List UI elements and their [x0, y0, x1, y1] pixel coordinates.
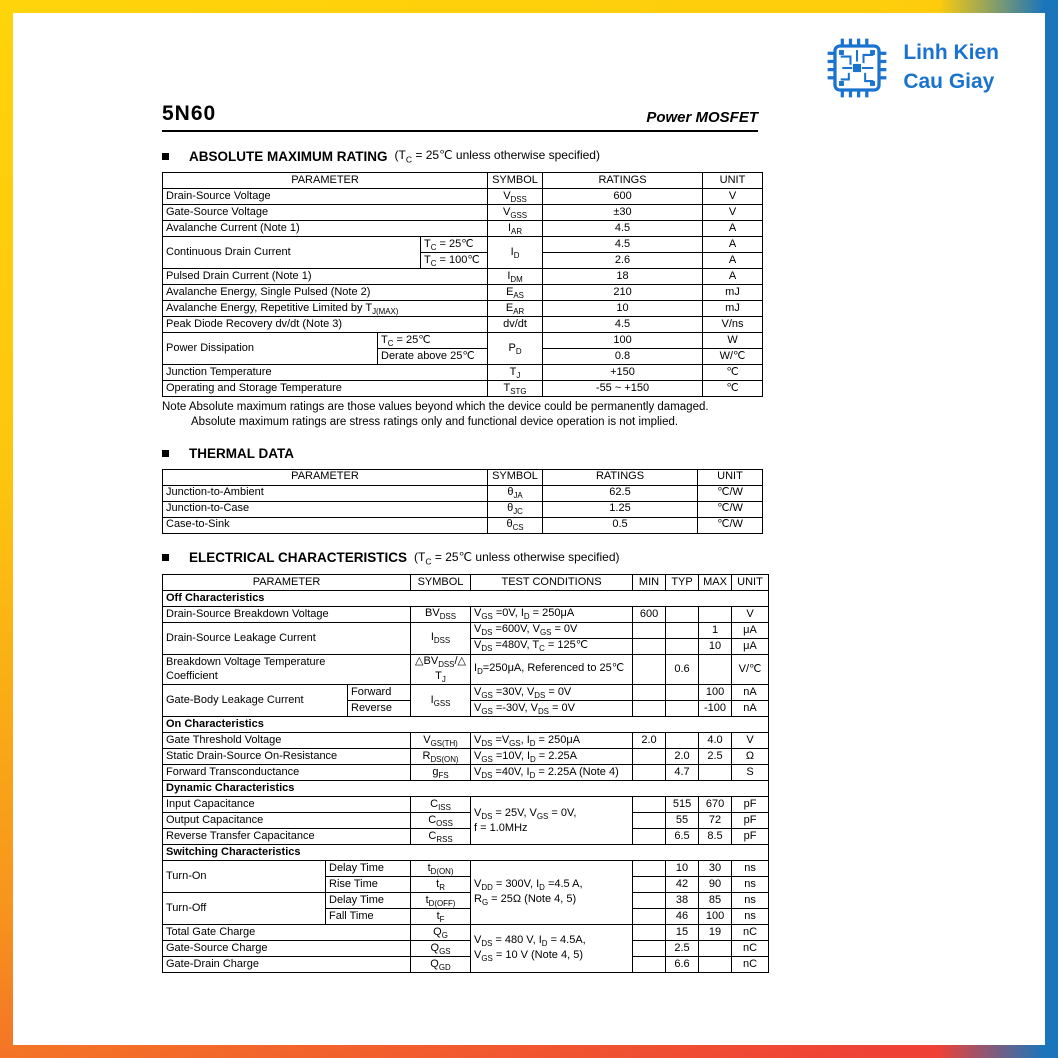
- table-cell: 6.5: [666, 829, 699, 845]
- table-cell: 0.8: [543, 349, 703, 365]
- table-cell: $t_{D(ON)}$: [411, 861, 471, 877]
- table-cell: -100: [699, 701, 732, 717]
- table-cell: PARAMETER: [163, 469, 488, 485]
- table-cell: ℃/W: [698, 501, 763, 517]
- table-cell: Continuous Drain Current: [163, 237, 421, 269]
- table-cell: mJ: [703, 301, 763, 317]
- table-cell: [633, 638, 666, 654]
- table-cell: [633, 685, 666, 701]
- section-heading-ec: [162, 550, 768, 566]
- table-cell: Drain-Source Voltage: [163, 189, 488, 205]
- section-row: On Characteristics: [163, 717, 769, 733]
- table-cell: Reverse: [348, 701, 411, 717]
- section-row: Switching Characteristics: [163, 845, 769, 861]
- table-cell: [633, 925, 666, 941]
- table-row: [163, 189, 763, 205]
- table-cell: MAX: [699, 574, 732, 590]
- table-row: [163, 285, 763, 301]
- table-cell: [633, 797, 666, 813]
- table-row: [163, 365, 763, 381]
- table-row: [163, 749, 769, 765]
- table-cell: $I_{GSS}$: [411, 685, 471, 717]
- table-cell: $\theta_{CS}$: [488, 517, 543, 533]
- table-cell: ns: [732, 861, 769, 877]
- table-cell: W: [703, 333, 763, 349]
- table-cell: $t_{D(OFF)}$: [411, 893, 471, 909]
- table-cell: Ω: [732, 749, 769, 765]
- table-cell: $I_D=250\mu A$, Referenced to 25℃: [471, 654, 633, 684]
- table-cell: $Q_G$: [411, 925, 471, 941]
- table-cell: $T_C$ = 25℃: [378, 333, 488, 349]
- table-cell: [633, 765, 666, 781]
- table-row: [163, 333, 763, 349]
- section-bullet-icon: [162, 153, 169, 160]
- section-heading-amr: [162, 148, 768, 164]
- logo-text: [903, 39, 999, 97]
- table-cell: nC: [732, 957, 769, 973]
- table-cell: RATINGS: [543, 173, 703, 189]
- table-row: [163, 925, 769, 941]
- table-row: [163, 893, 769, 909]
- table-cell: ℃/W: [698, 485, 763, 501]
- table-cell: -55 ~ +150: [543, 381, 703, 397]
- table-cell: 30: [699, 861, 732, 877]
- table-cell: Breakdown Voltage Temperature Coefficient: [163, 654, 411, 684]
- table-cell: $P_D$: [488, 333, 543, 365]
- table-cell: Output Capacitance: [163, 813, 411, 829]
- table-cell: Derate above 25℃: [378, 349, 488, 365]
- table-cell: [633, 622, 666, 638]
- table-cell: $C_{ISS}$: [411, 797, 471, 813]
- table-cell: $V_{GS} =0V$, $I_D = 250\mu A$: [471, 606, 633, 622]
- table-cell: Delay Time: [326, 861, 411, 877]
- amr-note: [162, 400, 768, 429]
- table-cell: [633, 909, 666, 925]
- table-cell: Drain-Source Leakage Current: [163, 622, 411, 654]
- note-line-1: Note Absolute maximum ratings are those values beyond which the device could be permanently damaged.: [162, 401, 709, 414]
- table-cell: [633, 877, 666, 893]
- doc-header: [162, 102, 758, 132]
- table-row: [163, 813, 769, 829]
- table-cell: 4.7: [666, 765, 699, 781]
- table-cell: $I_{DSS}$: [411, 622, 471, 654]
- table-cell: 100: [543, 333, 703, 349]
- table-cell: Avalanche Current (Note 1): [163, 221, 488, 237]
- table-cell: $I_{AR}$: [488, 221, 543, 237]
- table-cell: Pulsed Drain Current (Note 1): [163, 269, 488, 285]
- table-cell: $V_{GS} =-30V$, $V_{DS} = 0V$: [471, 701, 633, 717]
- table-cell: Junction-to-Case: [163, 501, 488, 517]
- table-cell: $V_{GSS}$: [488, 205, 543, 221]
- table-cell: 600: [543, 189, 703, 205]
- table-row: [163, 469, 763, 485]
- table-cell: W/℃: [703, 349, 763, 365]
- table-cell: SYMBOL: [411, 574, 471, 590]
- table-cell: 19: [699, 925, 732, 941]
- table-cell: Static Drain-Source On-Resistance: [163, 749, 411, 765]
- table-cell: 38: [666, 893, 699, 909]
- note-line-2: Absolute maximum ratings are stress ratings only and functional device operation is not implied.: [191, 415, 679, 428]
- table-cell: Gate-Drain Charge: [163, 957, 411, 973]
- table-cell: $\theta_{JC}$: [488, 501, 543, 517]
- table-cell: 8.5: [699, 829, 732, 845]
- table-cell: μA: [732, 638, 769, 654]
- table-cell: UNIT: [732, 574, 769, 590]
- table-row: [163, 237, 763, 253]
- logo-line1: Linh Kien: [903, 41, 999, 65]
- table-cell: 62.5: [543, 485, 698, 501]
- table-cell: ℃: [703, 381, 763, 397]
- table-cell: $Q_{GD}$: [411, 957, 471, 973]
- table-cell: Turn-On: [163, 861, 326, 893]
- table-cell: $T_C$ = 25℃: [421, 237, 488, 253]
- table-cell: 670: [699, 797, 732, 813]
- table-cell: $\triangle BV_{DSS}/\triangle$ $T_J$: [411, 654, 471, 684]
- table-cell: $V_{DS} =V_{GS}$, $I_D = 250\mu A$: [471, 733, 633, 749]
- table-cell: Power Dissipation: [163, 333, 378, 365]
- table-cell: $E_{AS}$: [488, 285, 543, 301]
- table-cell: 4.5: [543, 317, 703, 333]
- table-cell: Junction-to-Ambient: [163, 485, 488, 501]
- table-cell: V: [732, 733, 769, 749]
- table-cell: [666, 606, 699, 622]
- section-title-ec: ELECTRICAL CHARACTERISTICS: [189, 550, 408, 566]
- table-cell: V/℃: [732, 654, 769, 684]
- table-cell: pF: [732, 829, 769, 845]
- table-cell: $t_R$: [411, 877, 471, 893]
- table-cell: mJ: [703, 285, 763, 301]
- table-cell: SYMBOL: [488, 173, 543, 189]
- table-cell: $V_{DS} =40V$, $I_D = 2.25A$ (Note 4): [471, 765, 633, 781]
- table-cell: Rise Time: [326, 877, 411, 893]
- table-row: [163, 781, 769, 797]
- table-cell: $R_{DS(ON)}$: [411, 749, 471, 765]
- table-cell: Peak Diode Recovery dv/dt (Note 3): [163, 317, 488, 333]
- table-cell: [699, 957, 732, 973]
- chip-icon: [826, 37, 888, 99]
- table-cell: Input Capacitance: [163, 797, 411, 813]
- table-cell: $V_{GS} =10V$, $I_D = 2.25A$: [471, 749, 633, 765]
- table-cell: [666, 701, 699, 717]
- table-cell: 55: [666, 813, 699, 829]
- table-cell: 85: [699, 893, 732, 909]
- table-cell: 4.5: [543, 221, 703, 237]
- table-cell: RATINGS: [543, 469, 698, 485]
- table-row: [163, 797, 769, 813]
- table-cell: Delay Time: [326, 893, 411, 909]
- table-cell: 4.0: [699, 733, 732, 749]
- table-cell: 18: [543, 269, 703, 285]
- table-cell: $T_{STG}$: [488, 381, 543, 397]
- table-cell: 42: [666, 877, 699, 893]
- table-cell: Drain-Source Breakdown Voltage: [163, 606, 411, 622]
- table-cell: [633, 654, 666, 684]
- table-cell: ±30: [543, 205, 703, 221]
- table-cell: nA: [732, 701, 769, 717]
- table-row: [163, 381, 763, 397]
- table-cell: [666, 622, 699, 638]
- table-cell: pF: [732, 813, 769, 829]
- table-cell: V: [732, 606, 769, 622]
- table-cell: [699, 606, 732, 622]
- table-cell: [666, 638, 699, 654]
- logo-line2: Cau Giay: [903, 70, 995, 93]
- table-cell: Fall Time: [326, 909, 411, 925]
- table-cell: $V_{DD} = 300V$, $I_D =4.5$ A, $R_G = 25\Omega$ (Note 4, 5): [471, 861, 633, 925]
- table-cell: [666, 733, 699, 749]
- table-row: [163, 829, 769, 845]
- table-cell: 1.25: [543, 501, 698, 517]
- table-cell: ℃/W: [698, 517, 763, 533]
- table-cell: 46: [666, 909, 699, 925]
- table-row: [163, 574, 769, 590]
- table-row: [163, 517, 763, 533]
- table-cell: Gate-Source Charge: [163, 941, 411, 957]
- table-cell: 1: [699, 622, 732, 638]
- table-row: [163, 765, 769, 781]
- table-cell: nC: [732, 941, 769, 957]
- table-cell: pF: [732, 797, 769, 813]
- table-cell: UNIT: [698, 469, 763, 485]
- table-cell: Case-to-Sink: [163, 517, 488, 533]
- table-cell: Gate-Source Voltage: [163, 205, 488, 221]
- table-cell: 0.5: [543, 517, 698, 533]
- table-cell: $Q_{GS}$: [411, 941, 471, 957]
- vendor-logo: [826, 37, 999, 99]
- table-cell: Reverse Transfer Capacitance: [163, 829, 411, 845]
- table-cell: +150: [543, 365, 703, 381]
- table-cell: Forward: [348, 685, 411, 701]
- table-cell: 2.6: [543, 253, 703, 269]
- table-cell: $I_{DM}$: [488, 269, 543, 285]
- table-cell: $T_C$ = 100℃: [421, 253, 488, 269]
- table-cell: [699, 941, 732, 957]
- table-cell: ℃: [703, 365, 763, 381]
- table-cell: V: [703, 189, 763, 205]
- document-body: [162, 102, 768, 973]
- table-cell: MIN: [633, 574, 666, 590]
- table-cell: [633, 813, 666, 829]
- table-row: [163, 205, 763, 221]
- section-heading-thermal: [162, 446, 768, 461]
- table-cell: TEST CONDITIONS: [471, 574, 633, 590]
- table-cell: 10: [699, 638, 732, 654]
- table-cell: 515: [666, 797, 699, 813]
- table-row: [163, 845, 769, 861]
- table-row: [163, 501, 763, 517]
- table-cell: $BV_{DSS}$: [411, 606, 471, 622]
- part-number: 5N60: [162, 102, 217, 125]
- table-cell: 210: [543, 285, 703, 301]
- table-cell: Gate Threshold Voltage: [163, 733, 411, 749]
- table-cell: $V_{GS(TH)}$: [411, 733, 471, 749]
- table-cell: [666, 685, 699, 701]
- section-title-amr: ABSOLUTE MAXIMUM RATING: [189, 148, 388, 164]
- table-cell: $T_J$: [488, 365, 543, 381]
- section-row: Off Characteristics: [163, 590, 769, 606]
- table-cell: 10: [543, 301, 703, 317]
- table-cell: 6.6: [666, 957, 699, 973]
- table-row: [163, 654, 769, 684]
- table-row: [163, 941, 769, 957]
- table-cell: 100: [699, 909, 732, 925]
- table-cell: $I_D$: [488, 237, 543, 269]
- table-cell: 600: [633, 606, 666, 622]
- table-cell: Operating and Storage Temperature: [163, 381, 488, 397]
- table-cell: dv/dt: [488, 317, 543, 333]
- section-title-thermal: THERMAL DATA: [189, 445, 294, 461]
- table-cell: [633, 893, 666, 909]
- table-cell: 90: [699, 877, 732, 893]
- table-cell: 2.5: [666, 941, 699, 957]
- table-cell: $\theta_{JA}$: [488, 485, 543, 501]
- table-cell: 4.5: [543, 237, 703, 253]
- table-cell: $V_{DSS}$: [488, 189, 543, 205]
- table-cell: [699, 654, 732, 684]
- table-cell: $V_{DS} = 25V$, $V_{GS} = 0V$, f = 1.0MHz: [471, 797, 633, 845]
- table-cell: PARAMETER: [163, 574, 411, 590]
- table-cell: 2.0: [666, 749, 699, 765]
- table-cell: [633, 701, 666, 717]
- table-row: [163, 173, 763, 189]
- table-cell: Avalanche Energy, Single Pulsed (Note 2): [163, 285, 488, 301]
- table-cell: Total Gate Charge: [163, 925, 411, 941]
- table-cell: Avalanche Energy, Repetitive Limited by $T_{J(MAX)}$: [163, 301, 488, 317]
- table-cell: μA: [732, 622, 769, 638]
- table-row: [163, 606, 769, 622]
- section-condition-ec: ($T_C$ = 25℃ unless otherwise specified): [414, 549, 620, 566]
- table-cell: SYMBOL: [488, 469, 543, 485]
- table-cell: $t_F$: [411, 909, 471, 925]
- table-row: [163, 957, 769, 973]
- absolute-maximum-rating-table: [162, 172, 763, 397]
- table-cell: S: [732, 765, 769, 781]
- table-row: [163, 861, 769, 877]
- table-cell: Junction Temperature: [163, 365, 488, 381]
- table-cell: TYP: [666, 574, 699, 590]
- table-cell: A: [703, 237, 763, 253]
- electrical-characteristics-table: [162, 574, 769, 973]
- table-cell: nC: [732, 925, 769, 941]
- table-cell: $V_{GS} =30V$, $V_{DS} = 0V$: [471, 685, 633, 701]
- table-cell: 0.6: [666, 654, 699, 684]
- section-row: Dynamic Characteristics: [163, 781, 769, 797]
- table-row: [163, 733, 769, 749]
- table-cell: ns: [732, 909, 769, 925]
- thermal-data-table: [162, 469, 763, 534]
- table-cell: nA: [732, 685, 769, 701]
- table-cell: [633, 749, 666, 765]
- doc-type-label: Power MOSFET: [646, 109, 758, 126]
- section-condition-amr: ($T_C$ = 25℃ unless otherwise specified): [394, 148, 600, 165]
- table-row: [163, 485, 763, 501]
- table-row: [163, 269, 763, 285]
- table-cell: Forward Transconductance: [163, 765, 411, 781]
- table-cell: [633, 941, 666, 957]
- table-row: [163, 590, 769, 606]
- table-cell: PARAMETER: [163, 173, 488, 189]
- table-cell: A: [703, 221, 763, 237]
- table-cell: A: [703, 253, 763, 269]
- table-row: [163, 622, 769, 638]
- table-cell: ns: [732, 893, 769, 909]
- table-cell: 72: [699, 813, 732, 829]
- table-cell: $V_{DS} =600V$, $V_{GS} = 0V$: [471, 622, 633, 638]
- table-cell: V: [703, 205, 763, 221]
- table-row: [163, 717, 769, 733]
- table-cell: 10: [666, 861, 699, 877]
- table-cell: 2.0: [633, 733, 666, 749]
- section-bullet-icon: [162, 450, 169, 457]
- section-bullet-icon: [162, 554, 169, 561]
- table-cell: $C_{RSS}$: [411, 829, 471, 845]
- table-cell: [633, 829, 666, 845]
- table-cell: Gate-Body Leakage Current: [163, 685, 348, 717]
- table-cell: [633, 861, 666, 877]
- datasheet-page: [13, 13, 1045, 1045]
- table-cell: $V_{DS} =480V$, $T_C$ = 125℃: [471, 638, 633, 654]
- table-cell: $E_{AR}$: [488, 301, 543, 317]
- table-cell: A: [703, 269, 763, 285]
- table-cell: [699, 765, 732, 781]
- table-cell: [633, 957, 666, 973]
- table-row: [163, 685, 769, 701]
- table-cell: ns: [732, 877, 769, 893]
- table-cell: Turn-Off: [163, 893, 326, 925]
- table-cell: UNIT: [703, 173, 763, 189]
- table-row: [163, 317, 763, 333]
- table-cell: $V_{DS} = 480$ V, $I_D = 4.5A$, $V_{GS} = 10$ V (Note 4, 5): [471, 925, 633, 973]
- table-cell: 2.5: [699, 749, 732, 765]
- table-cell: $g_{FS}$: [411, 765, 471, 781]
- table-cell: V/ns: [703, 317, 763, 333]
- table-row: [163, 301, 763, 317]
- table-cell: $C_{OSS}$: [411, 813, 471, 829]
- table-cell: 15: [666, 925, 699, 941]
- table-cell: 100: [699, 685, 732, 701]
- table-row: [163, 221, 763, 237]
